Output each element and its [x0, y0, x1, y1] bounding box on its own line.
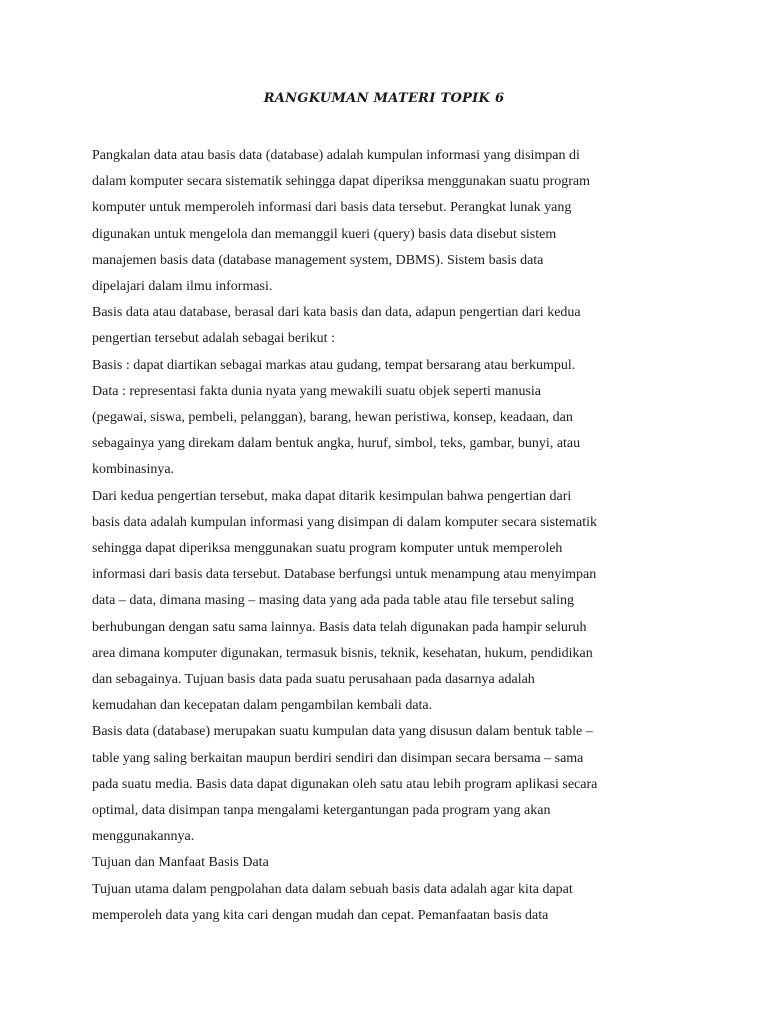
text-line: Tujuan dan Manfaat Basis Data — [92, 855, 269, 871]
text-line: dalam komputer secara sistematik sehingga dapat diperiksa menggunakan suatu program — [92, 174, 591, 190]
text-line: Basis : dapat diartikan sebagai markas atau gudang, tempat bersarang atau berkumpul. — [92, 357, 576, 373]
text-line: dan sebagainya. Tujuan basis data pada suatu perusahaan pada dasarnya adalah — [92, 672, 535, 687]
text-line: pengertian tersebut adalah sebagai berikut : — [92, 331, 335, 347]
text-line: Data : representasi fakta dunia nyata yang mewakili suatu objek seperti manusia — [92, 383, 542, 399]
text-line: menggunakannya. — [92, 829, 195, 845]
text-line: (pegawai, siswa, pembeli, pelanggan), barang, hewan peristiwa, konsep, keadaan, dan — [92, 410, 573, 425]
text-line: basis data adalah kumpulan informasi yang disimpan di dalam komputer secara sistematik — [92, 514, 598, 530]
text-line: data – data, dimana masing – masing data yang ada pada table atau file tersebut saling — [92, 593, 575, 609]
text-line: table yang saling berkaitan maupun berdiri sendiri dan disimpan secara bersama – sama — [92, 750, 584, 766]
text-line: memperoleh data yang kita cari dengan mudah dan cepat. Pemanfaatan basis data — [92, 907, 549, 923]
page-title: RANGKUMAN MATERI TOPIK 6 — [263, 91, 505, 106]
text-line: sehingga dapat diperiksa menggunakan suatu program komputer untuk memperoleh — [92, 541, 563, 556]
text-line: informasi dari basis data tersebut. Database berfungsi untuk menampung atau menyimpan — [92, 567, 597, 583]
text-line: komputer untuk memperoleh informasi dari basis data tersebut. Perangkat lunak yang — [92, 200, 572, 216]
text-line: manajemen basis data (database management system, DBMS). Sistem basis data — [92, 252, 544, 268]
text-line: area dimana komputer digunakan, termasuk bisnis, teknik, kesehatan, hukum, pendidikan — [92, 645, 593, 661]
text-line: kombinasinya. — [92, 462, 175, 478]
text-line: Pangkalan data atau basis data (database) adalah kumpulan informasi yang disimpan di — [92, 148, 580, 163]
text-line: digunakan untuk mengelola dan memanggil kueri (query) basis data disebut sistem — [92, 226, 557, 242]
text-line: optimal, data disimpan tanpa mengalami ketergantungan pada program yang akan — [92, 803, 551, 818]
text-line: pada suatu media. Basis data dapat digunakan oleh satu atau lebih program aplikasi secara — [92, 776, 598, 792]
text-line: Tujuan utama dalam pengpolahan data dalam sebuah basis data adalah agar kita dapat — [92, 881, 573, 897]
text-line: Basis data (database) merupakan suatu kumpulan data yang disusun dalam bentuk table – — [92, 724, 593, 740]
text-line: kemudahan dan kecepatan dalam pengambilan kembali data. — [92, 698, 433, 714]
text-line: berhubungan dengan satu sama lainnya. Basis data telah digunakan pada hampir seluruh — [92, 619, 587, 635]
text-line: sebagainya yang direkam dalam bentuk angka, huruf, simbol, teks, gambar, bunyi, atau — [92, 436, 581, 452]
text-line: Basis data atau database, berasal dari kata basis dan data, adapun pengertian dari kedua — [92, 305, 581, 321]
text-line: Dari kedua pengertian tersebut, maka dapat ditarik kesimpulan bahwa pengertian dari — [92, 488, 572, 504]
text-line: dipelajari dalam ilmu informasi. — [92, 279, 273, 294]
